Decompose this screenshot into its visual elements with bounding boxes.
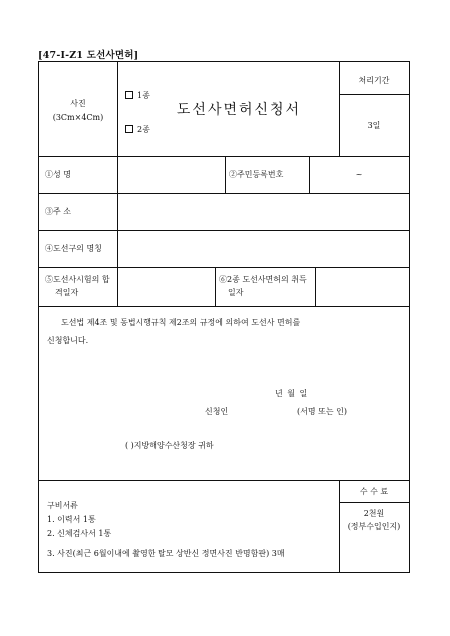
processing-divider <box>339 94 409 95</box>
type-2-option[interactable]: 2종 <box>125 124 150 135</box>
form-title: 도선사면허신청서 <box>176 102 302 118</box>
address-label: ③주 소 <box>45 207 71 216</box>
col-divider <box>225 156 226 193</box>
fee-divider <box>339 502 409 503</box>
addressee: ( )지방해양수산청장 귀하 <box>125 441 214 450</box>
fee-label: 수 수 료 <box>359 487 389 496</box>
document-item: 2. 신체검사서 1통 <box>47 529 112 538</box>
rrn-label: ②주민등록번호 <box>229 170 284 179</box>
processing-label: 처리기간 <box>358 76 390 85</box>
pilotage-area-label: ④도선구의 명칭 <box>45 244 102 253</box>
fee-amount: 2천원 <box>363 509 385 518</box>
date-line[interactable]: 년 월 일 <box>275 389 308 398</box>
document-item: 1. 이력서 1통 <box>47 515 96 524</box>
col-divider <box>117 193 118 306</box>
photo-size: (3Cm×4Cm) <box>52 113 104 122</box>
col-divider <box>215 267 216 306</box>
col-divider <box>117 62 118 193</box>
row-divider <box>39 480 409 481</box>
row-divider <box>39 267 409 268</box>
name-label: ①성 명 <box>45 170 71 179</box>
type2-license-date-label: ⑥2종 도선사면허의 취득 <box>219 275 307 284</box>
row-divider <box>39 156 409 157</box>
photo-label: 사진 <box>70 99 86 108</box>
signature-hint: (서명 또는 인) <box>297 407 347 416</box>
form-code-header: [47-I-Z1 도선사면허] <box>38 50 139 61</box>
row-divider <box>39 230 409 231</box>
applicant-label: 신청인 <box>205 407 229 416</box>
row-divider <box>39 306 409 307</box>
exam-pass-label-cont: 격일자 <box>55 288 79 297</box>
fee-note: (정부수입인지) <box>347 522 401 531</box>
type-2-checkbox[interactable] <box>125 125 133 133</box>
rrn-value[interactable]: ~ <box>355 170 363 179</box>
type-1-checkbox[interactable] <box>125 91 133 99</box>
type-1-option[interactable]: 1종 <box>125 90 150 101</box>
processing-value: 3일 <box>367 121 381 130</box>
exam-pass-label: ⑤도선사시험의 합 <box>45 275 110 284</box>
col-divider <box>315 267 316 306</box>
document-item: 3. 사진(최근 6월이내에 촬영한 탈모 상반신 정면사진 반명함판) 3매 <box>47 549 285 558</box>
type2-license-date-label-cont: 일자 <box>228 288 244 297</box>
row-divider <box>39 193 409 194</box>
application-statement: 도선법 제4조 및 동법시행규칙 제2조의 규정에 의하여 도선사 면허를 <box>61 318 301 327</box>
documents-title: 구비서류 <box>47 501 78 510</box>
application-form <box>38 61 410 573</box>
application-statement-cont: 신청합니다. <box>47 336 89 345</box>
